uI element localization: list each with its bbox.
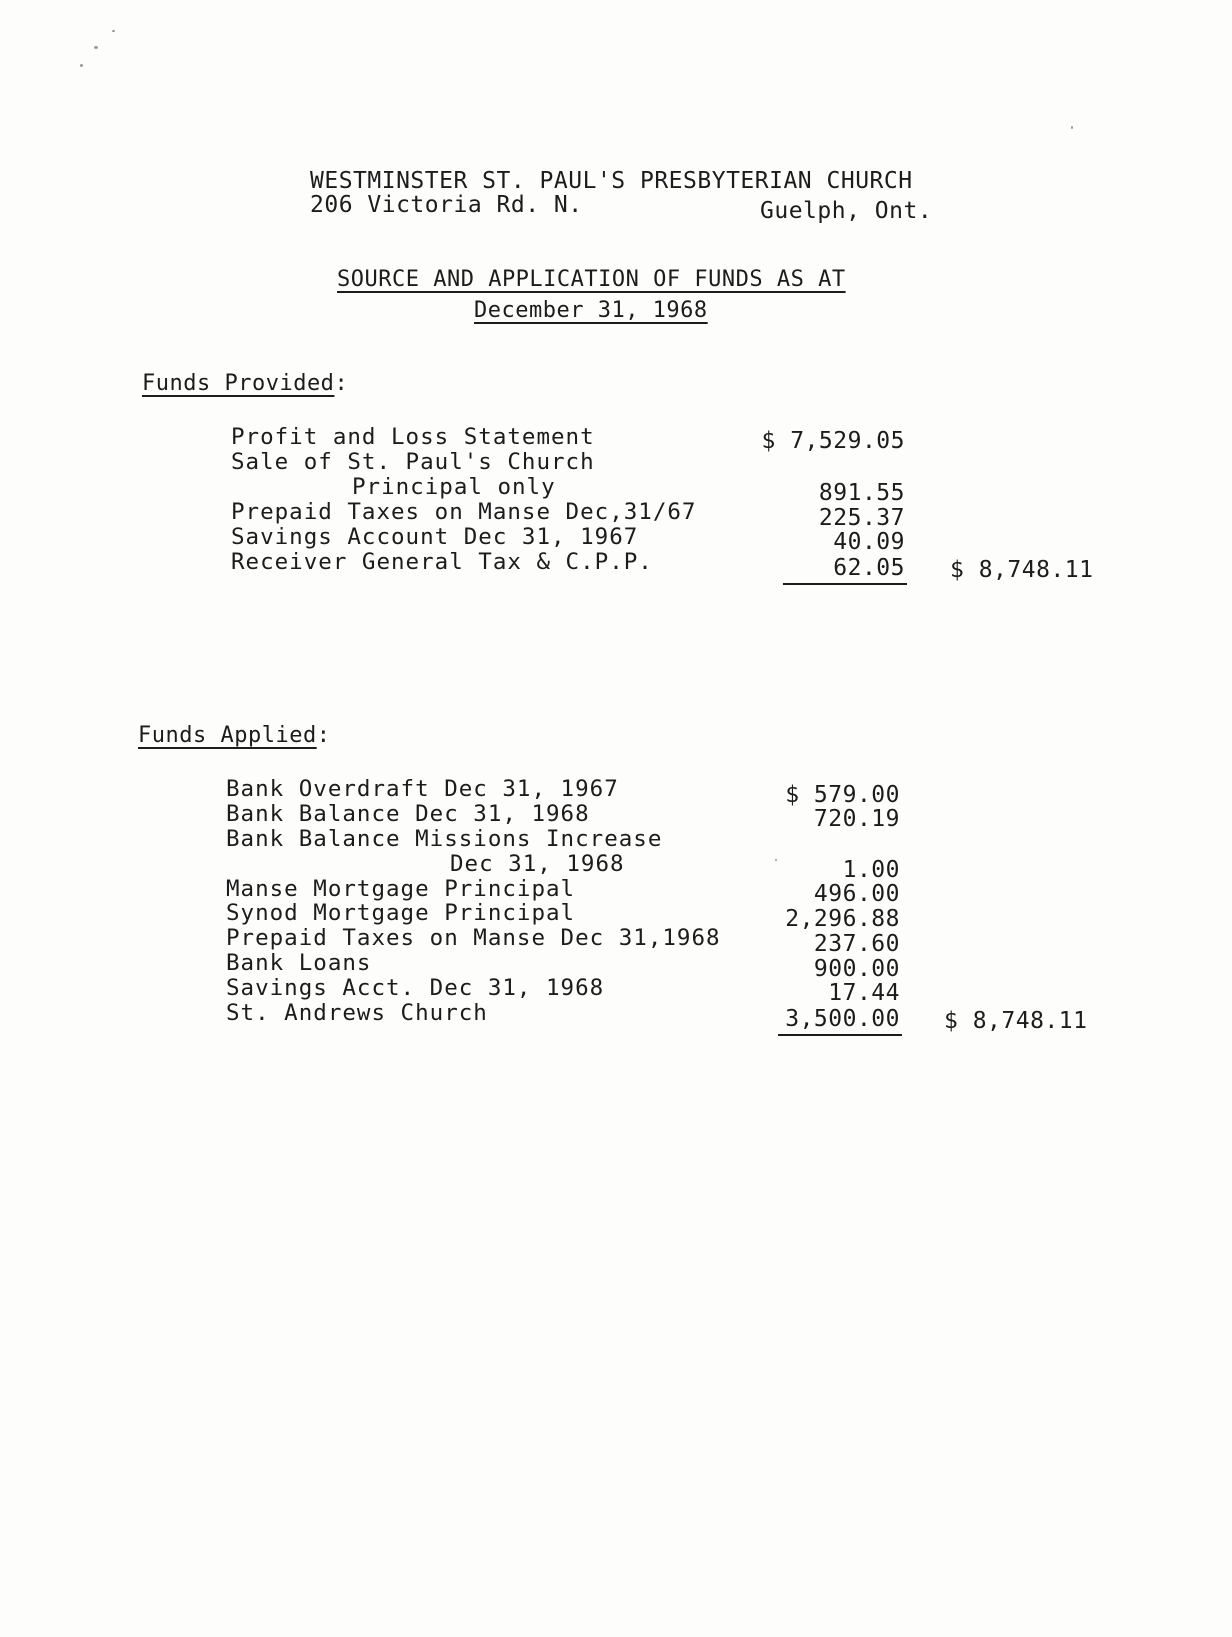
provided-row-label: Principal only: [352, 474, 556, 500]
applied-row-amount: 2,296.88: [785, 906, 900, 932]
applied-row-label: St. Andrews Church: [226, 1000, 488, 1026]
applied-row-label: Dec 31, 1968: [450, 851, 625, 877]
provided-row-label: Profit and Loss Statement: [231, 424, 595, 450]
applied-row-label: Bank Overdraft Dec 31, 1967: [226, 776, 619, 802]
funds-applied-heading: [138, 723, 330, 748]
provided-subtotal-rule: [783, 583, 907, 585]
statement-title: SOURCE AND APPLICATION OF FUNDS AS AT: [337, 267, 846, 292]
church-city: Guelph, Ont.: [760, 198, 933, 224]
applied-row-label: Bank Balance Missions Increase: [226, 826, 663, 852]
applied-row-label: Prepaid Taxes on Manse Dec 31,1968: [226, 925, 721, 951]
statement-date: December 31, 1968: [474, 298, 708, 323]
funds-applied-heading-colon: :: [316, 723, 331, 748]
applied-row-amount: 237.60: [813, 931, 900, 957]
provided-row-label: Prepaid Taxes on Manse Dec,31/67: [231, 499, 697, 525]
applied-row-label: Synod Mortgage Principal: [226, 900, 576, 926]
church-name: WESTMINSTER ST. PAUL'S PRESBYTERIAN CHURCH: [310, 168, 913, 194]
provided-row-label: Receiver General Tax & C.P.P.: [231, 549, 653, 575]
provided-row-amount: 225.37: [818, 505, 905, 531]
applied-subtotal-rule: [778, 1034, 902, 1036]
church-address: 206 Victoria Rd. N.: [310, 192, 583, 218]
provided-row-amount: 62.05: [833, 555, 905, 581]
provided-row-label: Sale of St. Paul's Church: [231, 449, 595, 475]
funds-applied-heading-text: Funds Applied: [138, 723, 317, 748]
scan-speck: [80, 64, 83, 67]
applied-row-amount: 720.19: [813, 806, 900, 832]
applied-total: $ 8,748.11: [944, 1008, 1088, 1034]
provided-row-amount: $ 7,529.05: [761, 428, 905, 454]
scan-speck: [94, 46, 98, 49]
funds-provided-heading: [142, 371, 348, 396]
applied-row-label: Savings Acct. Dec 31, 1968: [226, 975, 605, 1001]
provided-total: $ 8,748.11: [950, 557, 1094, 583]
applied-row-amount: 1.00: [842, 857, 900, 883]
applied-row-amount: 900.00: [813, 956, 900, 982]
funds-provided-heading-text: Funds Provided: [142, 371, 335, 396]
scan-speck: [112, 30, 115, 32]
applied-row-label: Bank Balance Dec 31, 1968: [226, 801, 590, 827]
provided-row-amount: 40.09: [833, 529, 905, 555]
funds-provided-heading-colon: :: [334, 371, 349, 396]
applied-row-amount: 3,500.00: [785, 1006, 900, 1032]
applied-row-amount: $ 579.00: [785, 782, 900, 808]
scan-speck: [1071, 126, 1073, 129]
applied-row-label: Manse Mortgage Principal: [226, 876, 576, 902]
provided-row-amount: 891.55: [818, 480, 905, 506]
applied-row-amount: 17.44: [828, 980, 900, 1006]
applied-row-amount: 496.00: [813, 881, 900, 907]
applied-row-label: Bank Loans: [226, 950, 372, 976]
provided-row-label: Savings Account Dec 31, 1967: [231, 524, 639, 550]
